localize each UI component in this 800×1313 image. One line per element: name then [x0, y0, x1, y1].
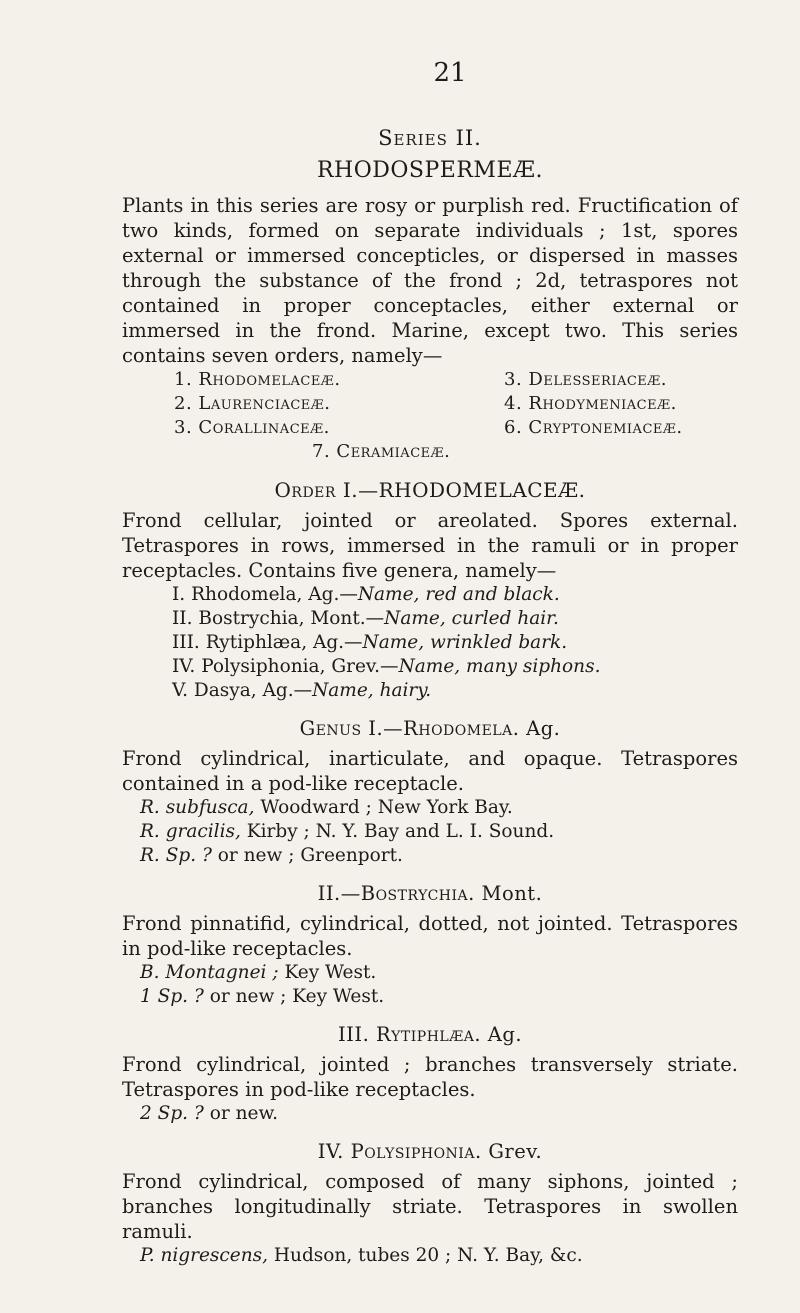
series-title: RHODOSPERMEÆ.: [316, 158, 544, 183]
species-item: R. gracilis, Kirby ; N. Y. Bay and L. I. Sound.: [140, 821, 555, 842]
genus-list-item: IV. Polysiphonia, Grev.—Name, many siphons.: [172, 656, 601, 677]
order-entry: 1. Rhodomelaceæ.: [174, 369, 341, 390]
genus-heading: IV. Polysiphonia. Grev.: [317, 1140, 543, 1163]
order-entry: 3. Corallinaceæ.: [174, 417, 330, 438]
species-item: 1 Sp. ? or new ; Key West.: [140, 986, 385, 1007]
orders-row: [122, 416, 738, 440]
orders-row: [122, 392, 738, 416]
genus-list-item: II. Bostrychia, Mont.—Name, curled hair.: [172, 608, 559, 629]
orders-list: [122, 368, 738, 464]
order-description: Frond cellular, jointed or areolated. Spores external. Tetraspores in rows, immersed in the ramuli or in proper receptacles. Contains five genera, namely—: [122, 509, 738, 582]
orders-row: [122, 440, 738, 464]
order-entry: 4. Rhodymeniaceæ.: [504, 393, 677, 414]
genus-description: Frond pinnatifid, cylindrical, dotted, not jointed. Tetraspores in pod-like receptacles.: [122, 912, 738, 960]
series-heading: Series II.: [378, 126, 482, 150]
species-list: [122, 1244, 738, 1268]
genus-heading: II.—Bostrychia. Mont.: [317, 882, 543, 905]
page-number: 21: [433, 58, 467, 88]
species-list: [122, 961, 738, 1009]
order-entry: 3. Delesseriaceæ.: [504, 369, 668, 390]
genus-list-item: V. Dasya, Ag.—Name, hairy.: [172, 680, 432, 701]
species-item: P. nigrescens, Hudson, tubes 20 ; N. Y. Bay, &c.: [140, 1245, 583, 1266]
genus-description: Frond cylindrical, jointed ; branches transversely striate. Tetraspores in pod-like receptacles.: [122, 1053, 738, 1101]
order-heading: [122, 478, 738, 502]
species-list: [122, 1102, 738, 1126]
order-title: I.—RHODOMELACEÆ.: [342, 478, 586, 502]
genera-list: [122, 583, 738, 703]
species-list: [122, 796, 738, 868]
genus-description: Frond cylindrical, composed of many siphons, jointed ; branches longitudinally striate. Tetraspores in swollen ramuli.: [122, 1170, 738, 1243]
genus-description: Frond cylindrical, inarticulate, and opaque. Tetraspores contained in a pod-like receptacle.: [122, 747, 738, 795]
species-item: R. Sp. ? or new ; Greenport.: [140, 845, 403, 866]
order-entry: 7. Ceramiaceæ.: [312, 441, 451, 462]
species-item: 2 Sp. ? or new.: [140, 1103, 278, 1124]
genus-list-item: I. Rhodomela, Ag.—Name, red and black.: [172, 584, 560, 605]
order-entry: 2. Laurenciaceæ.: [174, 393, 331, 414]
order-entry: 6. Cryptonemiaceæ.: [504, 417, 683, 438]
genus-heading: Genus I.—Rhodomela. Ag.: [299, 717, 561, 740]
genus-list-item: III. Rytiphlæa, Ag.—Name, wrinkled bark.: [172, 632, 568, 653]
genus-heading: III. Rytiphlæa. Ag.: [337, 1023, 523, 1046]
species-item: R. subfusca, Woodward ; New York Bay.: [140, 797, 513, 818]
species-item: B. Montagnei ; Key West.: [140, 962, 377, 983]
order-prefix: Order: [274, 478, 336, 502]
orders-row: [122, 368, 738, 392]
series-description: Plants in this series are rosy or purplish red. Fructification of two kinds, formed on separate individuals ; 1st, spores external or immersed concepticles, or dispersed in masses through the substance of the frond ; 2d, tetraspores not contained in proper conceptacles, either external or immersed in the frond. Marine, except two. This series contains seven orders, namely—: [122, 194, 738, 367]
